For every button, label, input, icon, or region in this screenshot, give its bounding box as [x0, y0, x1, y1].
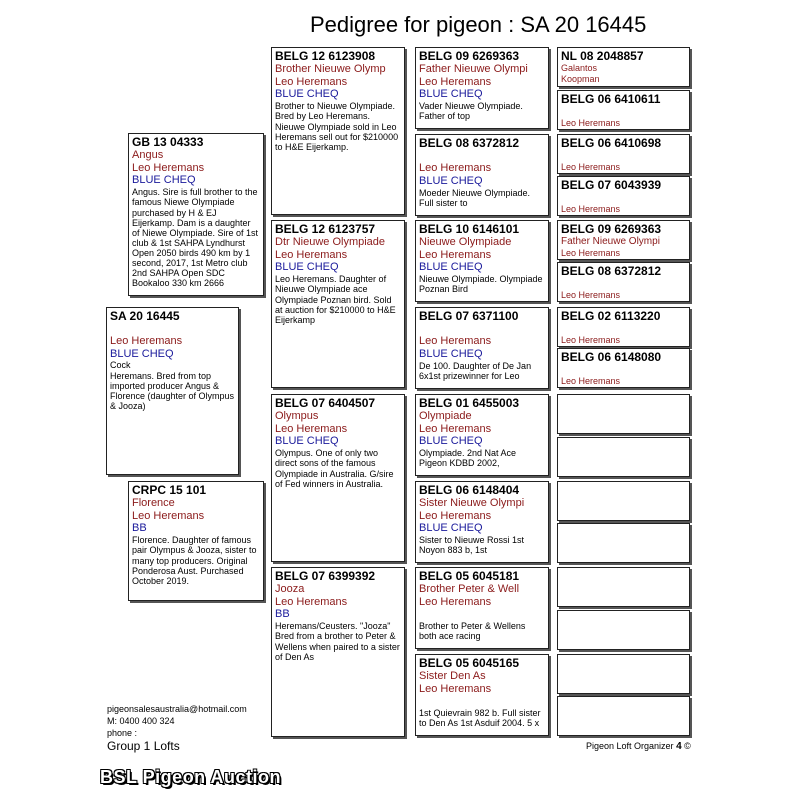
ring-number: BELG 05 6045165: [419, 656, 520, 670]
owner-name: Leo Heremans: [561, 118, 621, 129]
copyright-icon: ©: [684, 741, 691, 751]
owner-name: Leo Heremans: [419, 682, 492, 695]
pigeon-name: Olympus: [275, 410, 319, 423]
pedigree-gen5-card[interactable]: [557, 90, 690, 130]
pigeon-color: BLUE CHEQ: [419, 261, 483, 274]
pedigree-gen3-card[interactable]: [271, 567, 405, 737]
owner-name: Leo Heremans: [110, 335, 183, 348]
pigeon-color: BB: [275, 608, 290, 621]
ring-number: GB 13 04333: [132, 135, 204, 149]
pigeon-name: Angus: [132, 149, 164, 162]
pedigree-note: Nieuwe Olympiade. Olympiade Poznan Bird: [419, 274, 543, 295]
owner-name: Leo Heremans: [561, 162, 621, 173]
pigeon-name: Dtr Nieuwe Olympiade: [275, 236, 386, 249]
contact-email: pigeonsalesaustralia@hotmail.com: [107, 704, 247, 714]
ring-number: BELG 05 6045181: [419, 569, 520, 583]
contact-phone: phone :: [107, 728, 138, 738]
owner-name: Leo Heremans: [275, 248, 348, 261]
pedigree-gen5-empty-card[interactable]: [557, 696, 690, 736]
owner-name: Leo Heremans: [419, 248, 492, 261]
ring-number: BELG 07 6399392: [275, 569, 376, 583]
footer-app-name: Pigeon Loft Organizer: [586, 741, 674, 751]
pigeon-color: BLUE CHEQ: [419, 88, 483, 101]
blank-line: [561, 106, 686, 118]
pedigree-note: Leo Heremans. Daughter of Nieuwe Olympiade ace Olympiade Poznan bird. Sold at auction for $210000 to H&E Eijerkamp: [275, 274, 396, 325]
blank-line: [561, 278, 686, 290]
pedigree-gen5-card[interactable]: [557, 348, 690, 388]
ring-number: BELG 01 6455003: [419, 396, 520, 410]
owner-name: Koopman: [561, 73, 600, 84]
pigeon-name: Sister Den As: [419, 670, 486, 683]
pigeon-name: Galantos: [561, 63, 598, 74]
owner-name: Leo Heremans: [561, 204, 621, 215]
loft-name: Group 1 Lofts: [107, 739, 180, 753]
pedigree-gen4-card[interactable]: [415, 567, 549, 649]
pedigree-note: Moeder Nieuwe Olympiade. Full sister to: [419, 188, 531, 209]
pedigree-gen5-card[interactable]: [557, 262, 690, 302]
blank-line: [419, 695, 545, 707]
pedigree-gen5-card[interactable]: [557, 134, 690, 174]
pedigree-note: Florence. Daughter of famous pair Olympus & Jooza, sister to many top producers. Original Ponderosa Aust. Purchased October 2019.: [132, 535, 257, 586]
pigeon-color: BB: [132, 522, 147, 535]
pigeon-name: Nieuwe Olympiade: [419, 236, 512, 249]
pedigree-gen5-card[interactable]: [557, 220, 690, 260]
owner-name: Leo Heremans: [275, 75, 348, 88]
pigeon-color: BLUE CHEQ: [419, 347, 483, 360]
pedigree-sire-card[interactable]: [128, 133, 264, 296]
pedigree-gen4-card[interactable]: [415, 47, 549, 129]
watermark: BSL Pigeon Auction: [100, 767, 282, 787]
pedigree-gen4-card[interactable]: [415, 394, 549, 476]
pedigree-note: De 100. Daughter of De Jan 6x1st prizewinner for Leo: [419, 361, 532, 382]
pedigree-note: Heremans/Ceusters. "Jooza" Bred from a brother to Peter & Wellens when paired to a sister of Den As: [275, 621, 400, 662]
blank-line: [561, 364, 686, 376]
owner-name: Leo Heremans: [419, 422, 492, 435]
pedigree-gen3-card[interactable]: [271, 394, 405, 562]
pedigree-note: Sister to Nieuwe Rossi 1st Noyon 883 b, 1st: [419, 535, 525, 556]
pedigree-gen5-card[interactable]: [557, 176, 690, 216]
pigeon-name: Florence: [132, 497, 175, 510]
page-title: Pedigree for pigeon : SA 20 16445: [310, 12, 647, 37]
ring-number: CRPC 15 101: [132, 483, 207, 497]
pigeon-name: Sister Nieuwe Olympi: [419, 497, 525, 510]
ring-number: SA 20 16445: [110, 309, 180, 323]
pedigree-gen5-empty-card[interactable]: [557, 523, 690, 563]
owner-name: Leo Heremans: [132, 161, 205, 174]
ring-number: BELG 09 6269363: [561, 222, 662, 236]
pigeon-color: BLUE CHEQ: [275, 435, 339, 448]
pedigree-gen4-card[interactable]: [415, 134, 549, 216]
ring-number: BELG 06 6410611: [561, 92, 661, 106]
pedigree-note: Angus. Sire is full brother to the famous Niewe Olympiade purchased by H & EJ Eijerkamp. Dam is a daughter of Niewe Olympiade. Sire of 1st club & 1st SAHPA Lyndhurst Open 2050 birds 490 km by 1 second, 2017, 1st Metro club 2nd SAHPA Open SDC Bookaloo 330 km 2666: [132, 187, 259, 289]
owner-name: Leo Heremans: [132, 509, 205, 522]
pedigree-gen5-empty-card[interactable]: [557, 654, 690, 694]
ring-number: BELG 12 6123908: [275, 49, 376, 63]
pedigree-gen3-card[interactable]: [271, 47, 405, 215]
blank-line: [561, 150, 686, 162]
pedigree-note: Heremans. Bred from top imported producer Angus & Florence (daughter of Olympus & Jooza): [110, 371, 235, 412]
pigeon-color: BLUE CHEQ: [419, 174, 483, 187]
pigeon-name: Brother Nieuwe Olymp: [275, 63, 386, 76]
ring-number: BELG 06 6148080: [561, 350, 662, 364]
pedigree-dam-card[interactable]: [128, 481, 264, 601]
owner-name: Leo Heremans: [561, 335, 621, 346]
ring-number: BELG 06 6148404: [419, 483, 520, 497]
pedigree-note: Olympiade. 2nd Nat Ace Pigeon KDBD 2002,: [419, 448, 517, 469]
pigeon-sex: Cock: [110, 360, 131, 371]
pedigree-gen4-card[interactable]: [415, 481, 549, 563]
pedigree-note: Brother to Nieuwe Olympiade. Bred by Leo Heremans. Nieuwe Olympiade sold in Leo Heremans sell out for $210000 to H&E Eijerkamp.: [275, 101, 399, 152]
pigeon-name: Jooza: [275, 583, 305, 596]
pedigree-gen5-empty-card[interactable]: [557, 610, 690, 650]
pedigree-gen5-card[interactable]: [557, 307, 690, 347]
pedigree-note: Vader Nieuwe Olympiade. Father of top: [419, 101, 523, 122]
owner-name: Leo Heremans: [419, 595, 492, 608]
pedigree-gen4-card[interactable]: [415, 307, 549, 389]
owner-name: Leo Heremans: [561, 290, 621, 301]
pedigree-note: 1st Quievrain 982 b. Full sister to Den As 1st Asduif 2004. 5 x: [419, 708, 541, 729]
pigeon-name: Father Nieuwe Olympi: [561, 236, 660, 248]
footer-version: 4: [676, 741, 682, 752]
pedigree-gen5-empty-card[interactable]: [557, 567, 690, 607]
ring-number: BELG 10 6146101: [419, 222, 520, 236]
blank-line: [419, 150, 545, 162]
pigeon-name: Father Nieuwe Olympi: [419, 63, 528, 76]
blank-line: [110, 323, 235, 335]
pedigree-gen3-card[interactable]: [271, 220, 405, 388]
pedigree-gen5-empty-card[interactable]: [557, 394, 690, 434]
pigeon-color: BLUE CHEQ: [419, 522, 483, 535]
ring-number: BELG 07 6371100: [419, 309, 519, 323]
owner-name: Leo Heremans: [419, 75, 492, 88]
pigeon-name: Olympiade: [419, 410, 472, 423]
owner-name: Leo Heremans: [561, 247, 621, 258]
ring-number: BELG 06 6410698: [561, 136, 662, 150]
pedigree-subject-card[interactable]: [106, 307, 239, 475]
blank-line: [561, 323, 686, 335]
ring-number: BELG 08 6372812: [419, 136, 520, 150]
ring-number: BELG 12 6123757: [275, 222, 376, 236]
pedigree-gen5-empty-card[interactable]: [557, 437, 690, 477]
pigeon-color: BLUE CHEQ: [132, 174, 196, 187]
owner-name: Leo Heremans: [275, 422, 348, 435]
ring-number: BELG 07 6043939: [561, 178, 662, 192]
pedigree-gen4-card[interactable]: [415, 654, 549, 736]
pedigree-gen5-empty-card[interactable]: [557, 481, 690, 521]
blank-line: [419, 608, 545, 620]
pigeon-color: BLUE CHEQ: [275, 88, 339, 101]
owner-name: Leo Heremans: [275, 595, 348, 608]
pedigree-gen4-card[interactable]: [415, 220, 549, 302]
pigeon-color: BLUE CHEQ: [110, 347, 174, 360]
pedigree-note: Olympus. One of only two direct sons of the famous Olympiade in Australia. G/sire of Fed winners in Australia.: [275, 448, 394, 489]
owner-name: Leo Heremans: [561, 376, 621, 387]
contact-mobile: M: 0400 400 324: [107, 716, 175, 726]
footer-credit: [586, 741, 691, 752]
pigeon-color: BLUE CHEQ: [275, 261, 339, 274]
owner-name: Leo Heremans: [419, 335, 492, 348]
pedigree-note: Brother to Peter & Wellens both ace racing: [419, 621, 526, 642]
blank-line: [419, 323, 545, 335]
ring-number: BELG 09 6269363: [419, 49, 520, 63]
pedigree-gen5-card[interactable]: [557, 47, 690, 87]
ring-number: BELG 07 6404507: [275, 396, 376, 410]
pigeon-name: Brother Peter & Well: [419, 583, 520, 596]
ring-number: NL 08 2048857: [561, 49, 644, 63]
pigeon-color: BLUE CHEQ: [419, 435, 483, 448]
owner-name: Leo Heremans: [419, 509, 492, 522]
owner-name: Leo Heremans: [419, 162, 492, 175]
ring-number: BELG 02 6113220: [561, 309, 661, 323]
ring-number: BELG 08 6372812: [561, 264, 662, 278]
blank-line: [561, 192, 686, 204]
